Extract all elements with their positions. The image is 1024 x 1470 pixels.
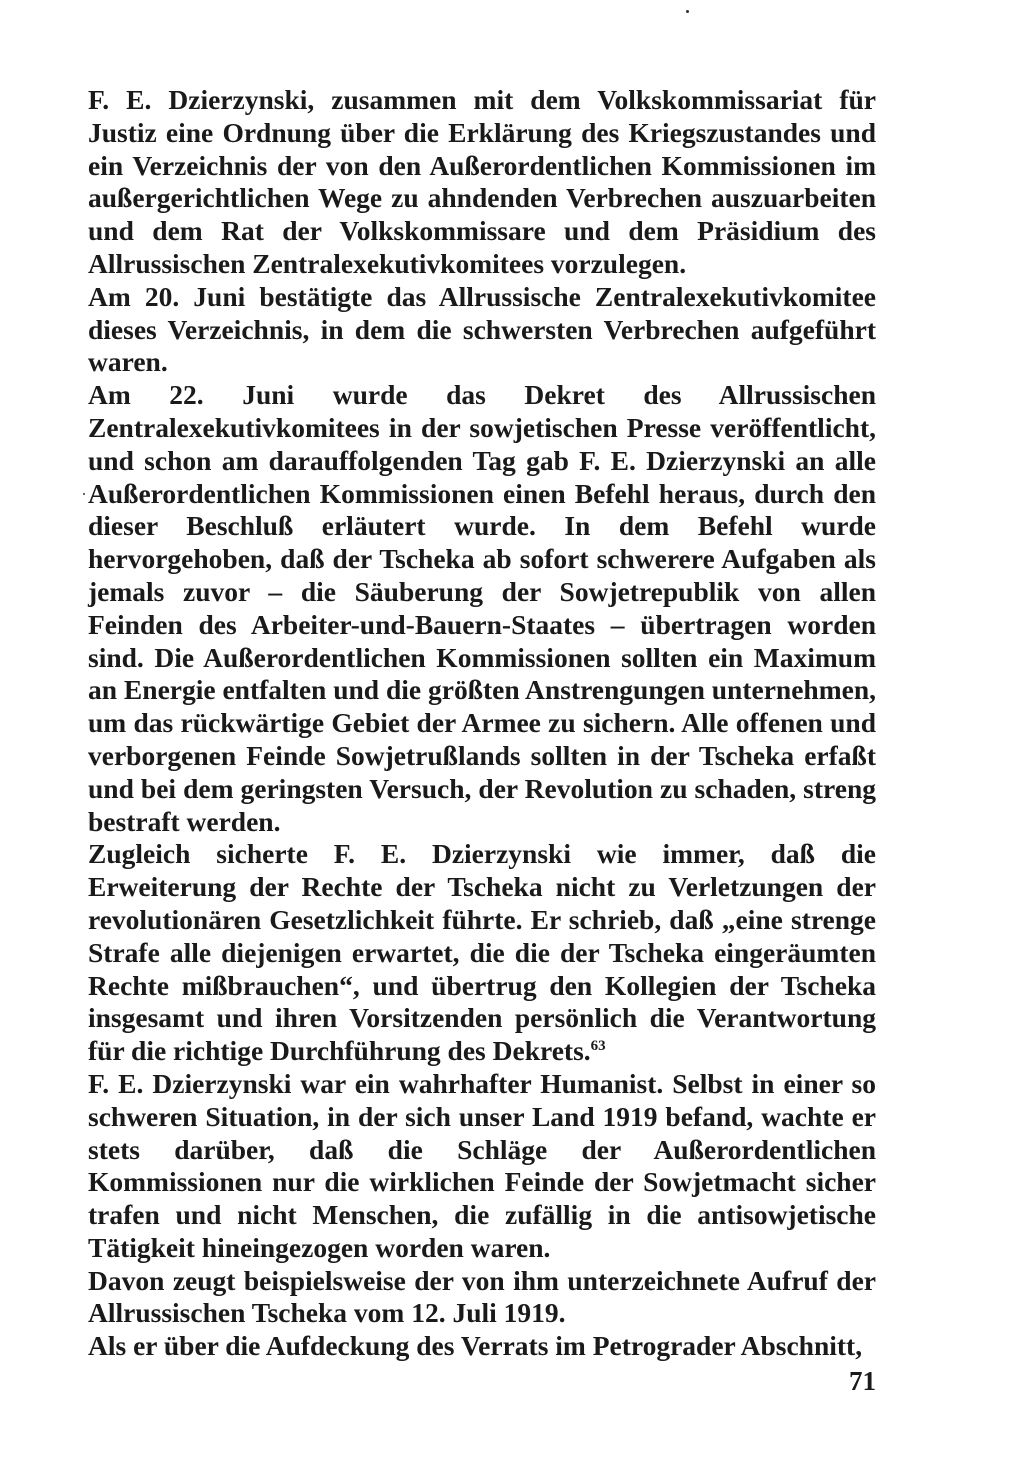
paragraph-4 bbox=[88, 838, 876, 1068]
paragraph-3: Am 22. Juni wurde das Dekret des Allrussischen Zentralexekutivkomitees in der sowjetischen Presse veröffentlicht, und schon am darauffolgenden Tag gab F. E. Dzierzynski an alle Außerordentlichen Kommissionen einen Befehl heraus, durch den dieser Beschluß erläutert wurde. In dem Befehl wurde hervorgehoben, daß der Tscheka ab sofort schwerere Aufgaben als jemals zuvor – die Säuberung der Sowjetrepublik von allen Feinden des Arbeiter-und-Bauern-Staates – übertragen worden sind. Die Außerordentlichen Kommissionen sollten ein Maximum an Energie entfalten und die größten Anstrengungen unternehmen, um das rückwärtige Gebiet der Armee zu sichern. Alle offenen und verborgenen Feinde Sowjetrußlands sollten in der Tscheka erfaßt und bei dem geringsten Versuch, der Revolution zu schaden, streng bestraft werden. bbox=[88, 379, 876, 837]
paragraph-6: Davon zeugt beispielsweise der von ihm unterzeichnete Aufruf der Allrussischen Tscheka vom 12. Juli 1919. bbox=[88, 1264, 876, 1329]
scan-speck bbox=[686, 10, 689, 13]
paragraph-7: Als er über die Aufdeckung des Verrats im Petrograder Abschnitt, bbox=[88, 1330, 863, 1362]
paragraph-4-text: Zugleich sicherte F. E. Dzierzynski wie immer, daß die Erweiterung der Rechte der Tscheka nicht zu Verletzungen der revolutionären Gesetzlichkeit führte. Er schrieb, daß „eine strenge Strafe alle diejenigen erwartet, die die der Tscheka eingeräumten Rechte mißbrauchen“, und übertrug den Kollegien der Tscheka insgesamt und ihren Vorsitzenden persönlich die Verantwortung für die richtige Durchführung des Dekrets. bbox=[88, 838, 876, 1067]
paragraph-1: F. E. Dzierzynski, zusammen mit dem Volkskommissariat für Justiz eine Ordnung über die Erklärung des Kriegszustandes und ein Verzeichnis der von den Außerordentlichen Kommissionen im außergerichtlichen Wege zu ahndenden Verbrechen auszuarbeiten und dem Rat der Volkskommissare und dem Präsidium des Allrussischen Zentralexekutivkomitees vorzulegen. bbox=[88, 84, 876, 279]
scan-speck bbox=[83, 493, 85, 495]
body-text bbox=[88, 84, 876, 1363]
page-number: 71 bbox=[849, 1366, 876, 1396]
footnote-reference: 63 bbox=[590, 1037, 606, 1054]
paragraph-2: Am 20. Juni bestätigte das Allrussische Zentralexekutivkomitee dieses Verzeichnis, in dem die schwersten Verbrechen aufgeführt waren. bbox=[88, 280, 876, 378]
paragraph-5: F. E. Dzierzynski war ein wahrhafter Humanist. Selbst in einer so schweren Situation, in der sich unser Land 1919 befand, wachte er stets darüber, daß die Schläge der Außerordentlichen Kommissionen nur die wirklichen Feinde der Sowjetmacht sicher trafen und nicht Menschen, die zufällig in die antisowjetische Tätigkeit hineingezogen worden waren. bbox=[88, 1067, 876, 1263]
